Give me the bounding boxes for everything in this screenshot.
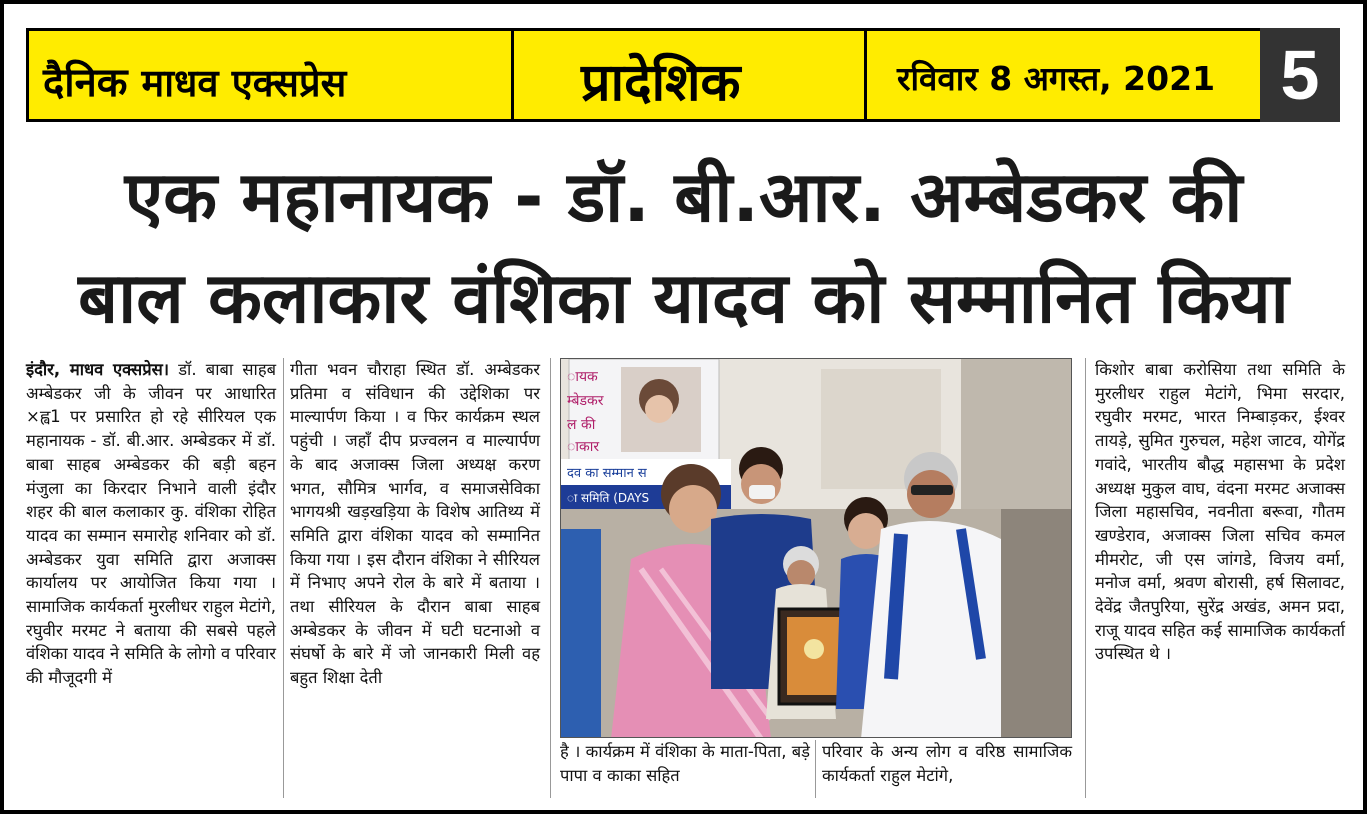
photo-caption-right: परिवार के अन्य लोग व वरिष्ठ सामाजिक कार्यकर्ता राहुल मेटांगे,: [822, 742, 1072, 785]
headline-line-2: बाल कलाकार वंशिका यादव को सम्मानित किया: [78, 257, 1289, 339]
masthead: [43, 53, 346, 108]
section-title: प्रादेशिक: [581, 53, 741, 113]
banner-fragment: दव का सम्मान स: [567, 466, 647, 481]
column-2-text: गीता भवन चौराहा स्थित डॉ. अम्बेडकर प्रतिमा व संविधान की उद्देशिका पर माल्यार्पण किया । व फिर कार्यक्रम स्थल पहुंची । जहाँ दीप प्रज्वलन व माल्यार्पण के बाद अजाक्स जिला अध्यक्ष करण भगत, सौमित्र भार्गव, व समाजसेविका भागयश्री खड़खड़िया के विशेष आतिथ्य में समिति द्वारा वंशिका यादव को सम्मानित किया गया । इस दौरान वंशिका ने सीरियल में निभाए अपने रोल के बारे में बताया । तथा सीरियल के दौरान बाबा साहब अम्बेडकर के जीवन में घटी घटनाओ व संघर्षो के बारे में जो जानकारी मिली वह बहुत शिक्षा देती: [290, 360, 540, 688]
masthead-prefix: दैनिक: [43, 60, 128, 106]
masthead-name: माधव एक्सप्रेस: [141, 61, 347, 105]
dateline: इंदौर, माधव एक्सप्रेस।: [26, 360, 170, 379]
column-rule: [815, 740, 816, 798]
headline-line-1: एक महानायक - डॉ. बी.आर. अम्बेडकर की: [124, 156, 1243, 238]
page-header: [26, 28, 1266, 122]
banner-fragment: म्बेडकर: [567, 393, 604, 409]
column-rule: [1085, 358, 1086, 798]
banner-fragment: ा समिति (DAYS: [567, 491, 650, 505]
banner-fragment: ाकार: [567, 439, 600, 455]
photo-illustration: [561, 359, 1072, 738]
page-number: 5: [1260, 28, 1340, 122]
column-rule: [550, 358, 551, 798]
header-divider: [511, 31, 514, 119]
photo-caption-left: है । कार्यक्रम में वंशिका के माता-पिता, बड़े पापा व काका सहित: [560, 742, 810, 785]
event-photo: [560, 358, 1072, 738]
column-3-text: किशोर बाबा करोसिया तथा समिति के मुरलीधर राहुल मेटांगे, भिमा सरदार, रघुवीर मरमट, भारत निम्बाड़कर, ईश्वर तायड़े, सुमित गुरुचल, महेश जाटव, योगेंद्र गवांदे, भारतीय बौद्ध महासभा के प्रदेश अध्यक्ष मुकुल वाघ, वंदना मरमट अजाक्स जिला महासचिव, नवनीता बरूवा, गौतम खण्डेराव, अजाक्स जिला सचिव कमल मीमरोट, जी एस जांगडे, विजय वर्मा, मनोज वर्मा, श्रवण बोरासी, हर्ष सिलावट, देवेंद्र जैतपुरिया, सुरेंद्र अखंड, अमन प्रदा, राजू यादव सहित कई सामाजिक कार्यकर्ता उपस्थित थे ।: [1095, 360, 1345, 664]
banner-fragment: ल की: [567, 417, 596, 433]
column-1-text: डॉ. बाबा साहब अम्बेडकर जी के जीवन पर आधारित ×ह्व1 पर प्रसारित हो रहे सीरियल एक महानायक - डॉ. बी.आर. अम्बेडकर में डॉ. बाबा साहब अम्बेडकर की बड़ी बहन मंजुला का किरदार निभाने वाली इंदौर शहर की बाल कलाकार कु. वंशिका रोहित यादव का सम्मान समारोह शनिवार को डॉ. अम्बेडकर युवा समिति द्वारा अजाक्स कार्यालय पर आयोजित किया गया । सामाजिक कार्यकर्ता मुरलीधर राहुल मेटांगे, रघुवीर मरमट ने बताया की सबसे पहले वंशिका यादव ने समिति के लोगो व परिवार की मौजूदगी में: [26, 360, 277, 688]
article-column-1: [26, 358, 276, 690]
issue-date: रविवार 8 अगस्त, 2021: [897, 59, 1216, 98]
article-column-3: [1095, 358, 1345, 666]
article-column-2: [290, 358, 540, 690]
header-divider: [864, 31, 867, 119]
banner-fragment: ायक: [567, 369, 598, 385]
column-rule: [283, 358, 284, 798]
